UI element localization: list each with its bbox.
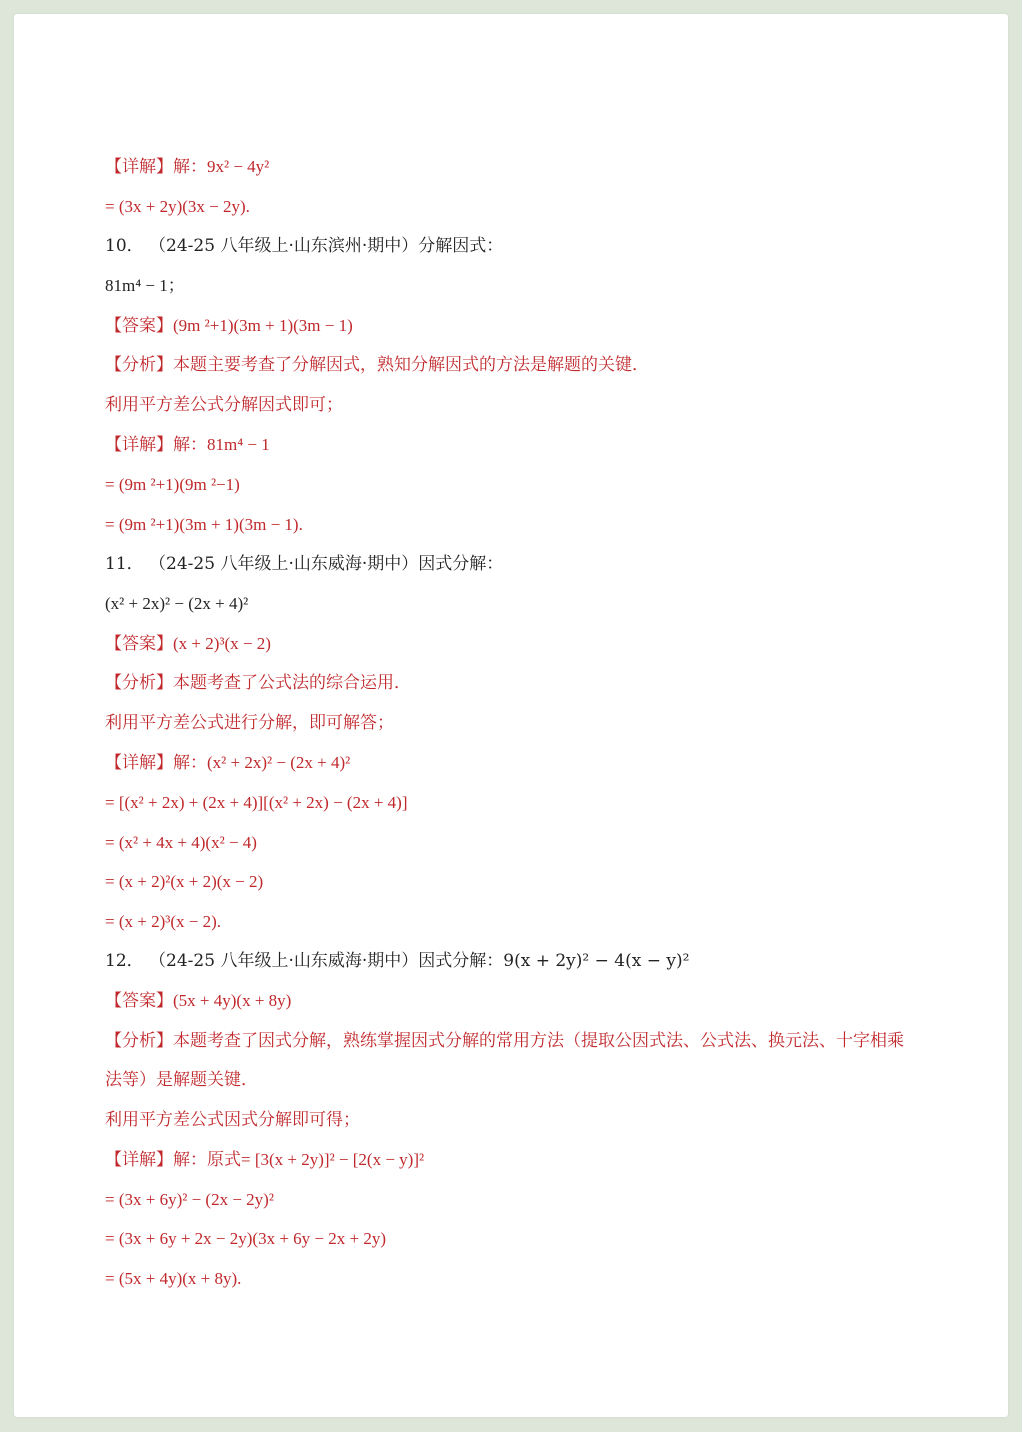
detail-tag: 【详解】 — [105, 1150, 173, 1170]
analysis-tag: 【分析】 — [105, 673, 173, 693]
p10-header: 10． （24-25 八年级上·山东滨州·期中）分解因式： — [105, 236, 504, 256]
p12-analysis-continued: 法等）是解题关键． — [105, 1070, 258, 1090]
p11-step-2: = (x² + 4x + 4)(x² − 4) — [105, 833, 257, 852]
answer-tag: 【答案】 — [105, 316, 173, 336]
p11-analysis — [105, 672, 411, 694]
detail-text: 解：81m⁴ − 1 — [173, 435, 270, 454]
p10-step-2: = (9m ²+1)(3m + 1)(3m − 1). — [105, 515, 303, 534]
p10-step-1: = (9m ²+1)(9m ²−1) — [105, 475, 240, 494]
p12-step-3: = (5x + 4y)(x + 8y). — [105, 1269, 242, 1288]
answer-tag: 【答案】 — [105, 634, 173, 654]
detail-text: 解：原式= [3(x + 2y)]² − [2(x − y)]² — [173, 1150, 425, 1169]
detail-tag: 【详解】 — [105, 753, 173, 773]
answer-text: (5x + 4y)(x + 8y) — [173, 991, 292, 1010]
p11-step-1: = [(x² + 2x) + (2x + 4)][(x² + 2x) − (2x + 4)] — [105, 793, 408, 812]
p12-detail — [105, 1149, 424, 1171]
p9-step-1: = (3x + 2y)(3x − 2y). — [105, 197, 250, 216]
p11-header: 11． （24-25 八年级上·山东威海·期中）因式分解： — [105, 554, 504, 574]
detail-tag: 【详解】 — [105, 157, 173, 177]
p9-detail — [105, 156, 269, 178]
detail-text: 解：9x² − 4y² — [173, 157, 270, 176]
analysis-tag: 【分析】 — [105, 1031, 173, 1051]
p10-expression: 81m⁴ − 1； — [105, 276, 185, 295]
p12-step-2: = (3x + 6y + 2x − 2y)(3x + 6y − 2x + 2y) — [105, 1229, 387, 1248]
analysis-text: 本题主要考查了分解因式，熟知分解因式的方法是解题的关键． — [173, 355, 649, 375]
p12-header: 12． （24-25 八年级上·山东威海·期中）因式分解：9(x + 2y)² − 4(x − y)² — [105, 951, 690, 971]
analysis-text: 本题考查了公式法的综合运用． — [173, 673, 411, 693]
analysis-tag: 【分析】 — [105, 355, 173, 375]
p11-expression: (x² + 2x)² − (2x + 4)² — [105, 594, 249, 613]
p10-analysis — [105, 354, 649, 376]
p12-step-1: = (3x + 6y)² − (2x − 2y)² — [105, 1190, 274, 1209]
p11-detail — [105, 752, 350, 774]
p11-method: 利用平方差公式进行分解，即可解答； — [105, 713, 394, 733]
p12-analysis — [105, 1030, 904, 1052]
answer-text: (9m ²+1)(3m + 1)(3m − 1) — [173, 316, 353, 335]
p11-step-4: = (x + 2)³(x − 2). — [105, 912, 222, 931]
analysis-text: 本题考查了因式分解，熟练掌握因式分解的常用方法（提取公因式法、公式法、换元法、十字相乘 — [173, 1031, 904, 1051]
answer-text: (x + 2)³(x − 2) — [173, 634, 271, 653]
detail-text: 解：(x² + 2x)² − (2x + 4)² — [173, 753, 351, 772]
p12-answer — [105, 990, 291, 1012]
answer-tag: 【答案】 — [105, 991, 173, 1011]
p11-step-3: = (x + 2)²(x + 2)(x − 2) — [105, 872, 264, 891]
p10-detail — [105, 434, 270, 456]
p11-answer — [105, 633, 271, 655]
detail-tag: 【详解】 — [105, 435, 173, 455]
p12-method: 利用平方差公式因式分解即可得； — [105, 1110, 360, 1130]
p10-method: 利用平方差公式分解因式即可； — [105, 395, 343, 415]
document-page — [14, 14, 1008, 1417]
p10-answer — [105, 315, 353, 337]
